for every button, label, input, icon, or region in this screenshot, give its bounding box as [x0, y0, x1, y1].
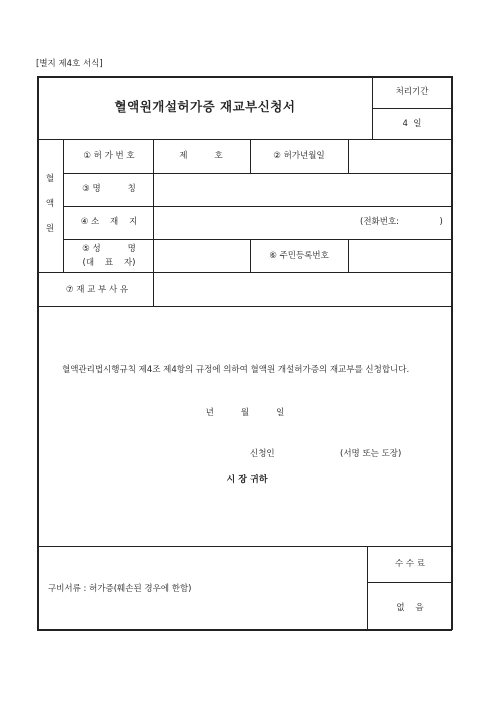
blood-center-label-2: 액 — [45, 199, 55, 209]
license-date-label: ② 허가년월일 — [273, 151, 325, 161]
phone-label: (전화번호: ) — [360, 217, 443, 227]
addressee: 시 장 귀하 — [226, 475, 268, 485]
form-title: 혈액원개설허가증 재교부신청서 — [114, 99, 296, 114]
applicant-label: 신청인 — [250, 449, 275, 459]
blood-center-label-3: 원 — [45, 224, 55, 234]
person-name-field[interactable] — [154, 240, 249, 271]
processing-period-label: 처리기간 — [395, 87, 429, 97]
name-field[interactable] — [154, 174, 450, 205]
name-label: ③ 명 칭 — [82, 184, 136, 194]
required-documents: 구비서류 : 허가증(훼손된 경우에 한함) — [48, 584, 192, 594]
signature-label[interactable]: (서명 또는 도장) — [340, 449, 402, 459]
person-name-label: ⑤ 성 명 — [82, 244, 136, 254]
application-statement: 혈액관리법시행규칙 제4조 제4항의 규정에 의하여 혈액원 개설허가증의 재교부를 신청합니다. — [62, 365, 410, 375]
reissue-reason-label: ⑦ 재 교 부 사 유 — [65, 285, 129, 295]
fee-label: 수 수 료 — [394, 559, 426, 569]
registration-number-field[interactable] — [349, 240, 450, 271]
location-field[interactable] — [154, 207, 354, 238]
blood-center-label-1: 혈 — [45, 174, 55, 184]
license-number-value[interactable]: 제 호 — [179, 151, 223, 161]
date-line[interactable]: 년 월 일 — [205, 408, 285, 418]
license-date-field[interactable] — [349, 140, 450, 172]
form-label: [별지 제4호 서식] — [36, 59, 103, 69]
representative-label: (대 표 자) — [82, 258, 136, 268]
reissue-reason-field[interactable] — [154, 273, 450, 305]
license-number-label: ① 허 가 번 호 — [83, 151, 135, 161]
fee-value: 없 음 — [396, 603, 424, 613]
registration-number-label: ⑥ 주민등록번호 — [269, 251, 329, 261]
processing-period-value: 4 일 — [402, 119, 422, 129]
location-label: ④ 소 재 지 — [80, 217, 138, 227]
